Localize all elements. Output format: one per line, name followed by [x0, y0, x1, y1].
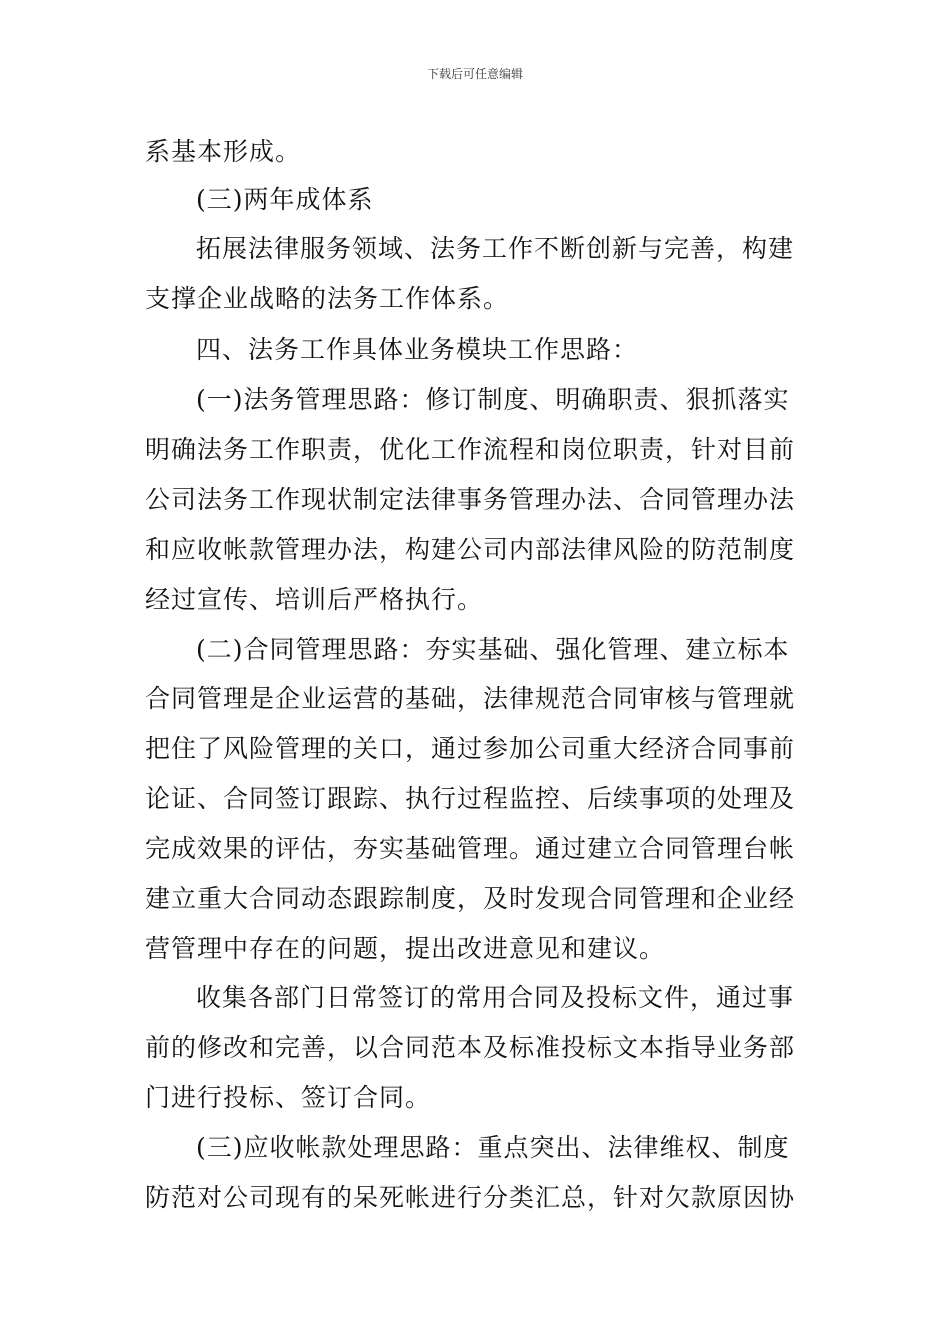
text-line: 完成效果的评估，夯实基础管理。通过建立合同管理台帐: [145, 834, 796, 863]
text-line: 前的修改和完善，以合同范本及标准投标文本指导业务部: [145, 1033, 796, 1062]
text-line: 系基本形成。: [145, 137, 302, 166]
text-line: 和应收帐款管理办法，构建公司内部法律风险的防范制度: [145, 535, 796, 564]
text-line: 论证、合同签订跟踪、执行过程监控、后续事项的处理及: [145, 784, 796, 813]
text-line: 拓展法律服务领域、法务工作不断创新与完善，构建: [196, 234, 795, 263]
text-line: 建立重大合同动态跟踪制度，及时发现合同管理和企业经: [145, 884, 796, 913]
text-line: (二)合同管理思路：夯实基础、强化管理、建立标本: [196, 635, 790, 664]
text-line: 把住了风险管理的关口，通过参加公司重大经济合同事前: [145, 734, 796, 763]
text-line: (一)法务管理思路：修订制度、明确职责、狠抓落实: [196, 385, 790, 414]
text-line: 门进行投标、签订合同。: [145, 1083, 432, 1112]
section-heading: (三)两年成体系: [196, 185, 374, 214]
text-line: 明确法务工作职责，优化工作流程和岗位职责，针对目前: [145, 435, 796, 464]
text-line: 支撑企业战略的法务工作体系。: [145, 284, 510, 313]
section-heading: 四、法务工作具体业务模块工作思路：: [196, 335, 639, 364]
text-line: 合同管理是企业运营的基础，法律规范合同审核与管理就: [145, 684, 796, 713]
text-line: 经过宣传、培训后严格执行。: [145, 585, 484, 614]
text-line: (三)应收帐款处理思路：重点突出、法律维权、制度: [196, 1133, 790, 1162]
page-header-note: 下载后可任意编辑: [426, 67, 523, 81]
text-line: 防范对公司现有的呆死帐进行分类汇总，针对欠款原因协: [145, 1183, 796, 1212]
text-line: 公司法务工作现状制定法律事务管理办法、合同管理办法: [145, 485, 796, 514]
text-line: 收集各部门日常签订的常用合同及投标文件，通过事: [196, 983, 795, 1012]
text-line: 营管理中存在的问题，提出改进意见和建议。: [145, 934, 666, 963]
